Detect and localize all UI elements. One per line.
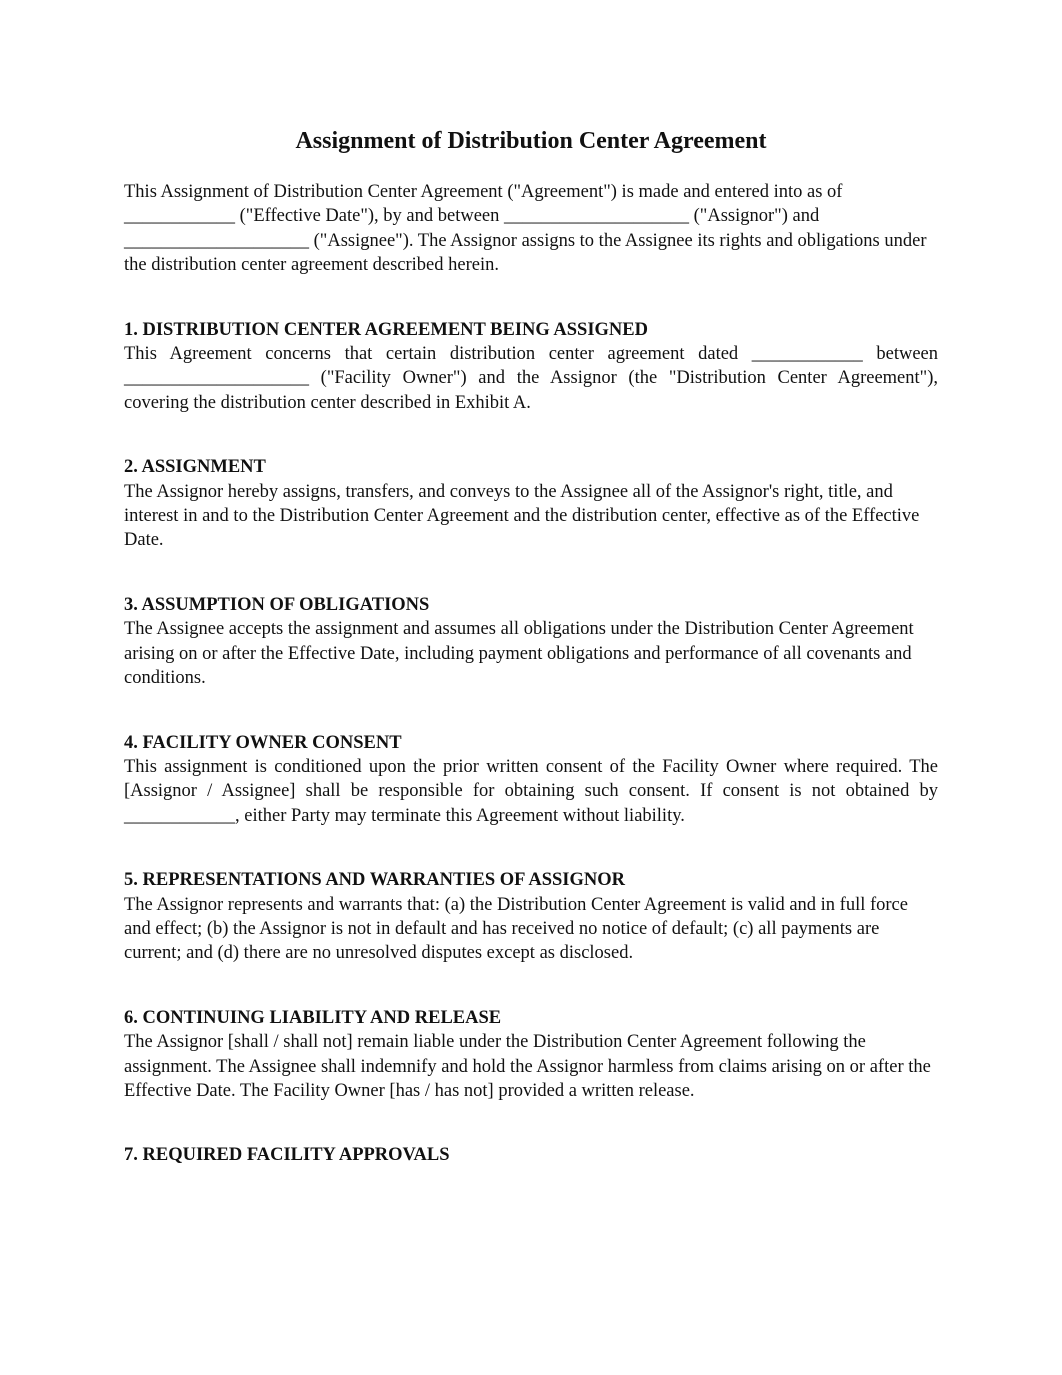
section-heading: 2. ASSIGNMENT <box>124 457 266 478</box>
section-heading: 7. REQUIRED FACILITY APPROVALS <box>124 1145 450 1166</box>
section-1 <box>124 318 938 416</box>
section-body: The Assignor represents and warrants that: (a) the Distribution Center Agreement is valid and in full force and effect; (b) the Assignor is not in default and has received no notice of default; (c) all payments are current; and (d) there are no unresolved disputes except as disclosed. <box>124 894 908 964</box>
section-body: This assignment is conditioned upon the prior written consent of the Facility Owner where required. The [Assignor / Assignee] shall be responsible for obtaining such consent. If consent is not obtained by ____________, either Party may terminate this Agreement without liability. <box>124 756 938 826</box>
section-6 <box>124 1006 938 1104</box>
section-heading: 5. REPRESENTATIONS AND WARRANTIES OF ASSIGNOR <box>124 870 625 891</box>
section-heading: 4. FACILITY OWNER CONSENT <box>124 732 402 753</box>
section-5 <box>124 868 938 966</box>
section-7 <box>124 1143 938 1167</box>
section-heading: 1. DISTRIBUTION CENTER AGREEMENT BEING ASSIGNED <box>124 319 648 340</box>
section-3 <box>124 593 938 691</box>
document-title: Assignment of Distribution Center Agreement <box>295 128 767 154</box>
section-heading: 6. CONTINUING LIABILITY AND RELEASE <box>124 1007 502 1028</box>
section-2 <box>124 455 938 553</box>
intro-paragraph: This Assignment of Distribution Center Agreement ("Agreement") is made and entered into as of ____________ ("Effective Date"), by and between ____________________ ("Assignor") and ____________________ ("Assignee"). The Assignor assigns to the Assignee its rights and obligations under the distribution center agreement described herein. <box>124 182 927 276</box>
section-body: The Assignee accepts the assignment and assumes all obligations under the Distribution Center Agreement arising on or after the Effective Date, including payment obligations and performance of all covenants and conditions. <box>124 619 914 689</box>
section-body: This Agreement concerns that certain distribution center agreement dated ____________ between ____________________ ("Facility Owner") and the Assignor (the "Distribution Center Agreement"), covering the distribution center described in Exhibit A. <box>124 344 938 413</box>
section-body: The Assignor [shall / shall not] remain liable under the Distribution Center Agreement following the assignment. The Assignee shall indemnify and hold the Assignor harmless from claims arising on or after the Effective Date. The Facility Owner [has / has not] provided a written release. <box>124 1032 931 1101</box>
section-body: The Assignor hereby assigns, transfers, and conveys to the Assignee all of the Assignor's right, title, and interest in and to the Distribution Center Agreement and the distribution center, effective as of the Effective Date. <box>124 481 920 551</box>
section-4 <box>124 731 938 829</box>
section-heading: 3. ASSUMPTION OF OBLIGATIONS <box>124 594 430 615</box>
